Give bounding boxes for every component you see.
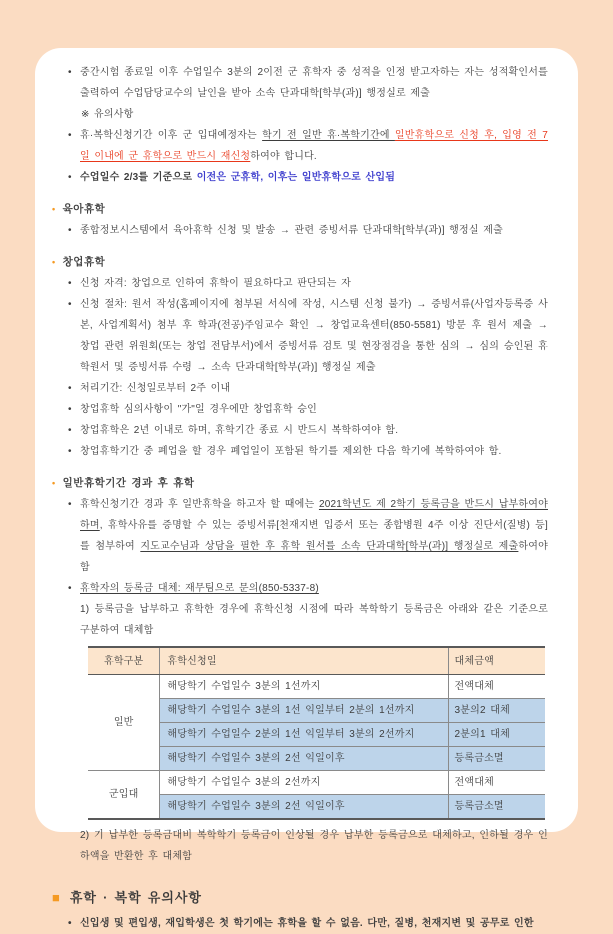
notice-card <box>35 48 578 929</box>
bullet-text: 신청 자격: 창업으로 인하여 휴학이 필요하다고 판단되는 자 <box>80 278 351 289</box>
amount-cell: 전액대체 <box>449 675 545 699</box>
section-title: 육아휴학 <box>62 203 106 215</box>
bullet-item <box>68 399 548 420</box>
bullet-icon <box>68 494 72 515</box>
section-leave-after-period <box>52 473 548 867</box>
bullet-icon <box>68 399 72 420</box>
apply-date-cell: 해당학기 수업일수 3분의 1선 익일부터 2분의 1선까지 <box>160 699 449 723</box>
bullet-text: 신청 절차: 원서 작성(홈페이지에 첨부된 서식에 작성, 시스템 신청 불가) → 증빙서류(사업자등록증 사본, 사업계획서) 첨부 후 학과(전공)주임교수 확인 → 창업교육센터(850-5581) 방문 후 원서 제출 → 창업 관련 위원회(또는 창업 전담부서)에서 증빙서류 검토 및 현장점검을 통한 심의 → 심의 승인된 휴학원서 및 증빙서류 수령 → 소속 단과대학[학부(과)] 행정실 제출 <box>80 299 548 373</box>
bullet-item <box>68 220 548 241</box>
bullet-icon <box>68 125 72 146</box>
table-row <box>88 675 545 699</box>
amount-cell: 3분의2 대체 <box>449 699 545 723</box>
bullet-item <box>68 441 548 462</box>
orange-bullet-icon <box>52 204 56 214</box>
section-heading <box>52 473 548 494</box>
bullet-text: 휴·복학신청기간 이후 군 입대예정자는 학기 전 일반 휴·복학기간에 일반휴학으로 신청 후, 입영 전 7일 이내에 군 휴학으로 반드시 재신청하여야 합니다. <box>80 130 549 162</box>
section-title: 휴학 · 복학 유의사항 <box>69 890 202 905</box>
amount-cell: 2분의1 대체 <box>449 723 545 747</box>
apply-date-cell: 해당학기 수업일수 2분의 1선 익일부터 3분의 2선까지 <box>160 723 449 747</box>
bullet-text: 신입생 및 편입생, 재입학생은 첫 학기에는 휴학을 할 수 없음. 다만, 질병, 천재지변 및 공무로 인한 <box>80 918 534 929</box>
bullet-icon <box>68 913 72 934</box>
bullet-icon <box>68 441 72 462</box>
table-header-row <box>88 647 545 675</box>
section-leave-return-cautions <box>52 887 548 934</box>
bullet-icon <box>68 378 72 399</box>
table-row <box>88 771 545 795</box>
leave-type-cell: 군입대 <box>88 771 160 820</box>
orange-bullet-icon <box>52 478 56 488</box>
bullet-item <box>68 273 548 294</box>
bullet-text: 처리기간: 신청일로부터 2주 이내 <box>80 383 231 394</box>
bullet-icon <box>68 578 72 599</box>
bullet-text: 휴학신청기간 경과 후 일반휴학을 하고자 할 때에는 2021학년도 제 2학기 등록금을 반드시 납부하여야 하며, 휴학사유를 증명할 수 있는 증빙서류[천재지변 입증서 또는 종합병원 4주 이상 진단서(질병) 등]를 첨부하여 지도교수님과 상담을 필한 후 휴학 원서를 소속 단과대학[학부(과)] 행정실로 제출하여야 함 <box>80 499 548 573</box>
section-heading <box>52 887 548 908</box>
bullet-icon <box>68 62 72 83</box>
apply-date-cell: 해당학기 수업일수 3분의 2선 익일이후 <box>160 747 449 771</box>
bullet-icon <box>68 294 72 315</box>
amount-cell: 전액대체 <box>449 771 545 795</box>
table-header-cell: 휴학신청일 <box>160 647 449 675</box>
section-startup-leave <box>52 252 548 462</box>
numbered-note-1: 1) 등록금을 납부하고 휴학한 경우에 휴학신청 시점에 따라 복학학기 등록금은 아래와 같은 기준으로 구분하여 대체함 <box>80 604 548 636</box>
numbered-note-2: 2) 기 납부한 등록금대비 복학학기 등록금이 인상될 경우 납부한 등록금으로 대체하고, 인하될 경우 인하액을 반환한 후 대체함 <box>80 830 548 862</box>
bullet-item <box>68 62 548 125</box>
bullet-item <box>68 294 548 378</box>
apply-date-cell: 해당학기 수업일수 3분의 2선까지 <box>160 771 449 795</box>
bullet-icon <box>68 167 72 188</box>
bullet-text: 휴학자의 등록금 대체: 재무팀으로 문의(850-5337-8) <box>80 583 319 594</box>
intro-list <box>68 62 548 188</box>
bullet-text: 창업휴학 심의사항이 "가"일 경우에만 창업휴학 승인 <box>80 404 317 415</box>
section-title: 창업휴학 <box>62 256 106 268</box>
bullet-item <box>68 125 548 167</box>
amount-cell: 등록금소멸 <box>449 747 545 771</box>
table-header-cell: 대체금액 <box>449 647 545 675</box>
bullet-item <box>68 578 548 599</box>
bullet-text: 창업휴학기간 중 폐업을 할 경우 폐업일이 포함된 학기를 제외한 다음 학기에 복학하여야 함. <box>80 446 502 457</box>
bullet-icon <box>68 420 72 441</box>
bullet-item <box>68 913 548 934</box>
bullet-text: 중간시험 종료일 이후 수업일수 3분의 2이전 군 휴학자 중 성적을 인정 받고자하는 자는 성적확인서를 출력하여 수업담당교수의 날인을 받아 소속 단과대학[학부(과)] 행정실로 제출 <box>80 67 548 99</box>
section-heading <box>52 199 548 220</box>
amount-cell: 등록금소멸 <box>449 795 545 820</box>
bullet-item <box>68 167 548 188</box>
bullet-text: 창업휴학은 2년 이내로 하며, 휴학기간 종료 시 반드시 복학하여야 함. <box>80 425 399 436</box>
section-heading <box>52 252 548 273</box>
orange-square-icon <box>52 890 61 905</box>
section-childcare-leave <box>52 199 548 241</box>
bullet-icon <box>68 273 72 294</box>
orange-bullet-icon <box>52 257 56 267</box>
apply-date-cell: 해당학기 수업일수 3분의 2선 익일이후 <box>160 795 449 820</box>
bullet-text: 종합정보시스템에서 육아휴학 신청 및 발송 → 관련 증빙서류 단과대학[학부(과)] 행정실 제출 <box>80 225 503 236</box>
bullet-item <box>68 494 548 578</box>
bullet-item <box>68 378 548 399</box>
leave-type-cell: 일반 <box>88 675 160 771</box>
apply-date-cell: 해당학기 수업일수 3분의 1선까지 <box>160 675 449 699</box>
bullet-item <box>68 420 548 441</box>
section-title: 일반휴학기간 경과 후 휴학 <box>62 477 195 489</box>
tuition-replacement-table <box>88 646 545 820</box>
table-header-cell: 휴학구분 <box>88 647 160 675</box>
bullet-icon <box>68 220 72 241</box>
bullet-text: 수업일수 2/3를 기준으로 이전은 군휴학, 이후는 일반휴학으로 산입됨 <box>80 172 396 183</box>
caution-note: ※ 유의사항 <box>81 109 134 120</box>
